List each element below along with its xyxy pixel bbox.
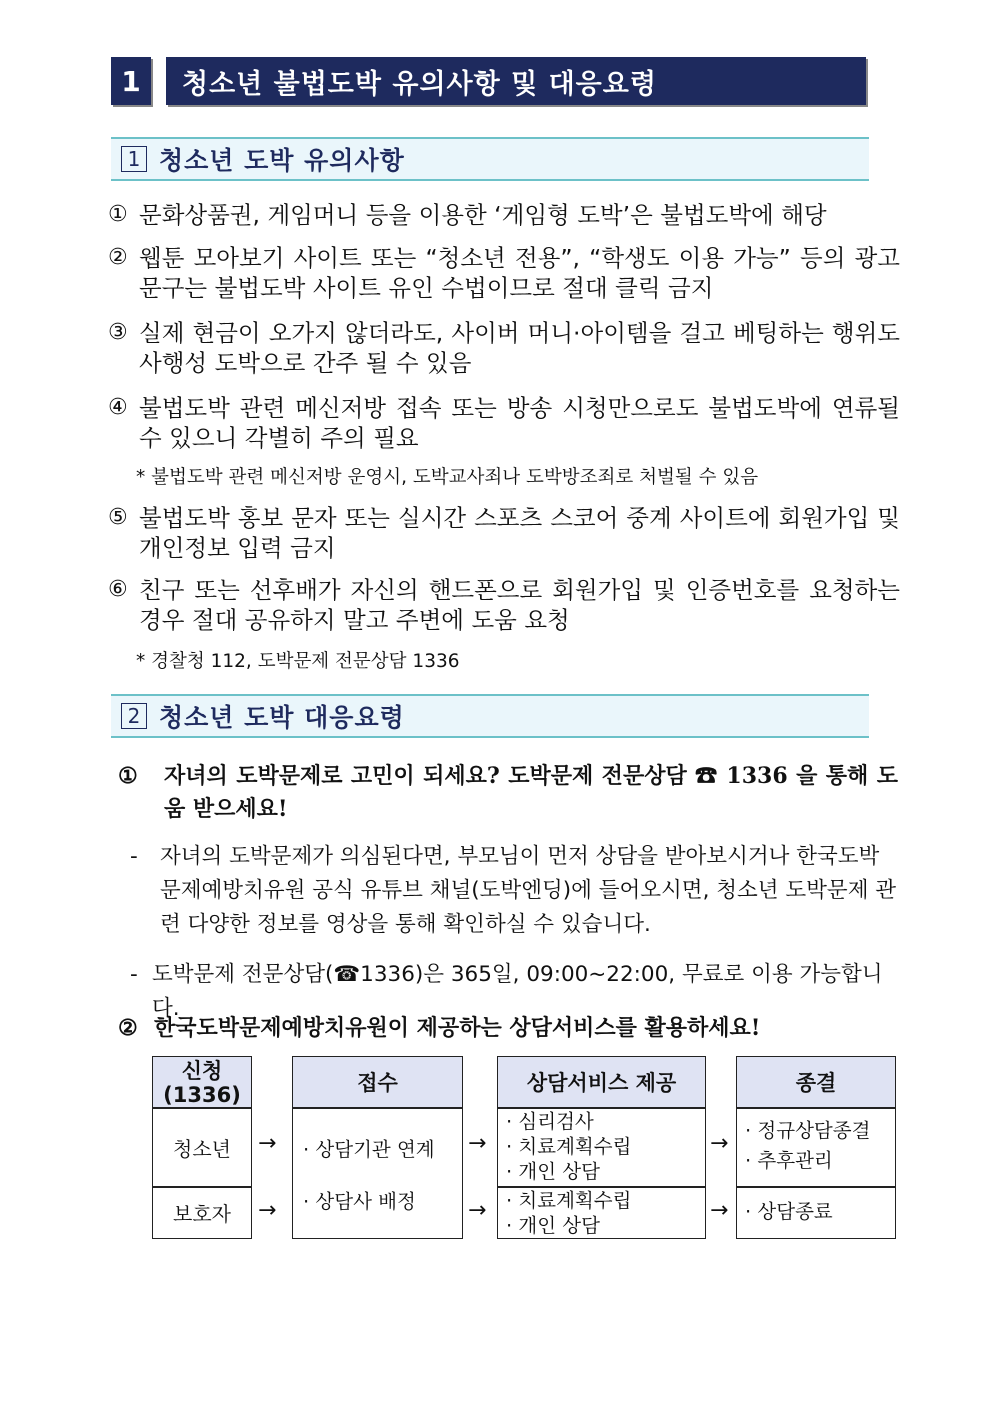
item-text: 불법도박 홍보 문자 또는 실시간 스포츠 스코어 중계 사이트에 회원가입 및 개인정보 입력 금지 <box>139 504 900 562</box>
end-youth-cell <box>736 1107 896 1188</box>
service-item: · 치료계획수립 <box>506 1135 632 1158</box>
row-guardian: 보호자 <box>152 1186 252 1239</box>
service-guardian-cell <box>497 1186 706 1239</box>
item-number: ③ <box>108 320 128 345</box>
service-item: · 치료계획수립 <box>506 1189 632 1212</box>
receive-item: · 상담사 배정 <box>303 1190 416 1213</box>
service-youth-cell <box>497 1107 706 1188</box>
item-text: 웹툰 모아보기 사이트 또는 “청소년 전용”, “학생도 이용 가능” 등의 광고 문구는 불법도박 사이트 유인 수법이므로 절대 클릭 금지 <box>139 244 900 302</box>
tip-text: 한국도박문제예방치유원이 제공하는 상담서비스를 활용하세요! <box>154 1015 761 1041</box>
header-apply <box>152 1056 252 1109</box>
item-number: ⑤ <box>108 505 128 530</box>
page-title: 청소년 불법도박 유의사항 및 대응요령 <box>166 57 866 105</box>
tip-text: 자녀의 도박문제로 고민이 되세요? 도박문제 전문상담 ☎ 1336 을 통해 도움 받으세요! <box>164 763 898 822</box>
header-apply-label: 신청 <box>181 1058 223 1083</box>
note-penalty: * 불법도박 관련 메신저방 운영시, 도박교사죄나 도박방조죄로 처벌될 수 있음 <box>136 467 759 488</box>
section2-heading <box>111 694 869 738</box>
flow-arrow-icon: → <box>258 1198 277 1223</box>
flow-arrow-icon: → <box>710 1131 729 1156</box>
section2-index: 2 <box>121 703 147 729</box>
end-item: · 추후관리 <box>745 1149 833 1172</box>
section1-index: 1 <box>121 146 147 172</box>
dash-text: 자녀의 도박문제가 의심된다면, 부모님이 먼저 상담을 받아보시거나 한국도박문제예방치유원 공식 유튜브 채널(도박엔딩)에 들어오시면, 청소년 도박문제 관련 다양한 정보를 영상을 통해 확인하실 수 있습니다. <box>160 844 897 937</box>
dash-text: 도박문제 전문상담(☎1336)은 365일, 09:00~22:00, 무료로 이용 가능합니다. <box>152 962 883 1021</box>
item-text: 실제 현금이 오가지 않더라도, 사이버 머니·아이템을 걸고 베팅하는 행위도 사행성 도박으로 간주 될 수 있음 <box>139 319 900 377</box>
tip-number: ① <box>118 763 138 789</box>
service-item: · 개인 상담 <box>506 1214 600 1237</box>
section1-title: 청소년 도박 유의사항 <box>159 146 405 175</box>
section2-title: 청소년 도박 대응요령 <box>159 703 405 732</box>
note-contacts: * 경찰청 112, 도박문제 전문상담 1336 <box>136 651 460 672</box>
dash-item <box>130 840 900 942</box>
flow-arrow-icon: → <box>710 1198 729 1223</box>
service-item: · 심리검사 <box>506 1110 594 1133</box>
item-number: ④ <box>108 395 128 420</box>
list-item <box>108 575 900 635</box>
item-number: ② <box>108 245 128 270</box>
item-number: ⑥ <box>108 577 128 602</box>
list-item <box>108 200 900 230</box>
header-service: 상담서비스 제공 <box>497 1056 706 1109</box>
list-item <box>108 393 900 453</box>
receive-cell <box>292 1107 463 1239</box>
header-receive: 접수 <box>292 1056 463 1109</box>
item-text: 문화상품권, 게임머니 등을 이용한 ‘게임형 도박’은 불법도박에 해당 <box>139 201 827 229</box>
response-tip-1 <box>118 760 898 826</box>
item-text: 불법도박 관련 메신저방 접속 또는 방송 시청만으로도 불법도박에 연류될 수 있으니 각별히 주의 필요 <box>139 394 900 452</box>
list-item <box>108 503 900 563</box>
dash-mark: - <box>130 844 138 869</box>
item-number: ① <box>108 202 128 227</box>
row-youth: 청소년 <box>152 1107 252 1188</box>
list-item <box>108 318 900 378</box>
flow-arrow-icon: → <box>468 1131 487 1156</box>
flow-arrow-icon: → <box>258 1131 277 1156</box>
section1-heading <box>111 137 869 181</box>
end-item: · 상담종료 <box>745 1200 833 1223</box>
end-item: · 정규상담종결 <box>745 1119 871 1142</box>
dash-mark: - <box>130 962 138 987</box>
header-end: 종결 <box>736 1056 896 1109</box>
tip-number: ② <box>118 1015 138 1041</box>
list-item <box>108 243 900 303</box>
item-text: 친구 또는 선후배가 자신의 핸드폰으로 회원가입 및 인증번호를 요청하는 경우 절대 공유하지 말고 주변에 도움 요청 <box>139 576 900 634</box>
end-guardian-cell <box>736 1186 896 1239</box>
header-apply-number: (1336) <box>163 1082 241 1107</box>
service-item: · 개인 상담 <box>506 1160 600 1183</box>
receive-item: · 상담기관 연계 <box>303 1138 435 1161</box>
flow-arrow-icon: → <box>468 1198 487 1223</box>
section-number-badge: 1 <box>111 57 151 105</box>
response-tip-2 <box>118 1012 898 1045</box>
